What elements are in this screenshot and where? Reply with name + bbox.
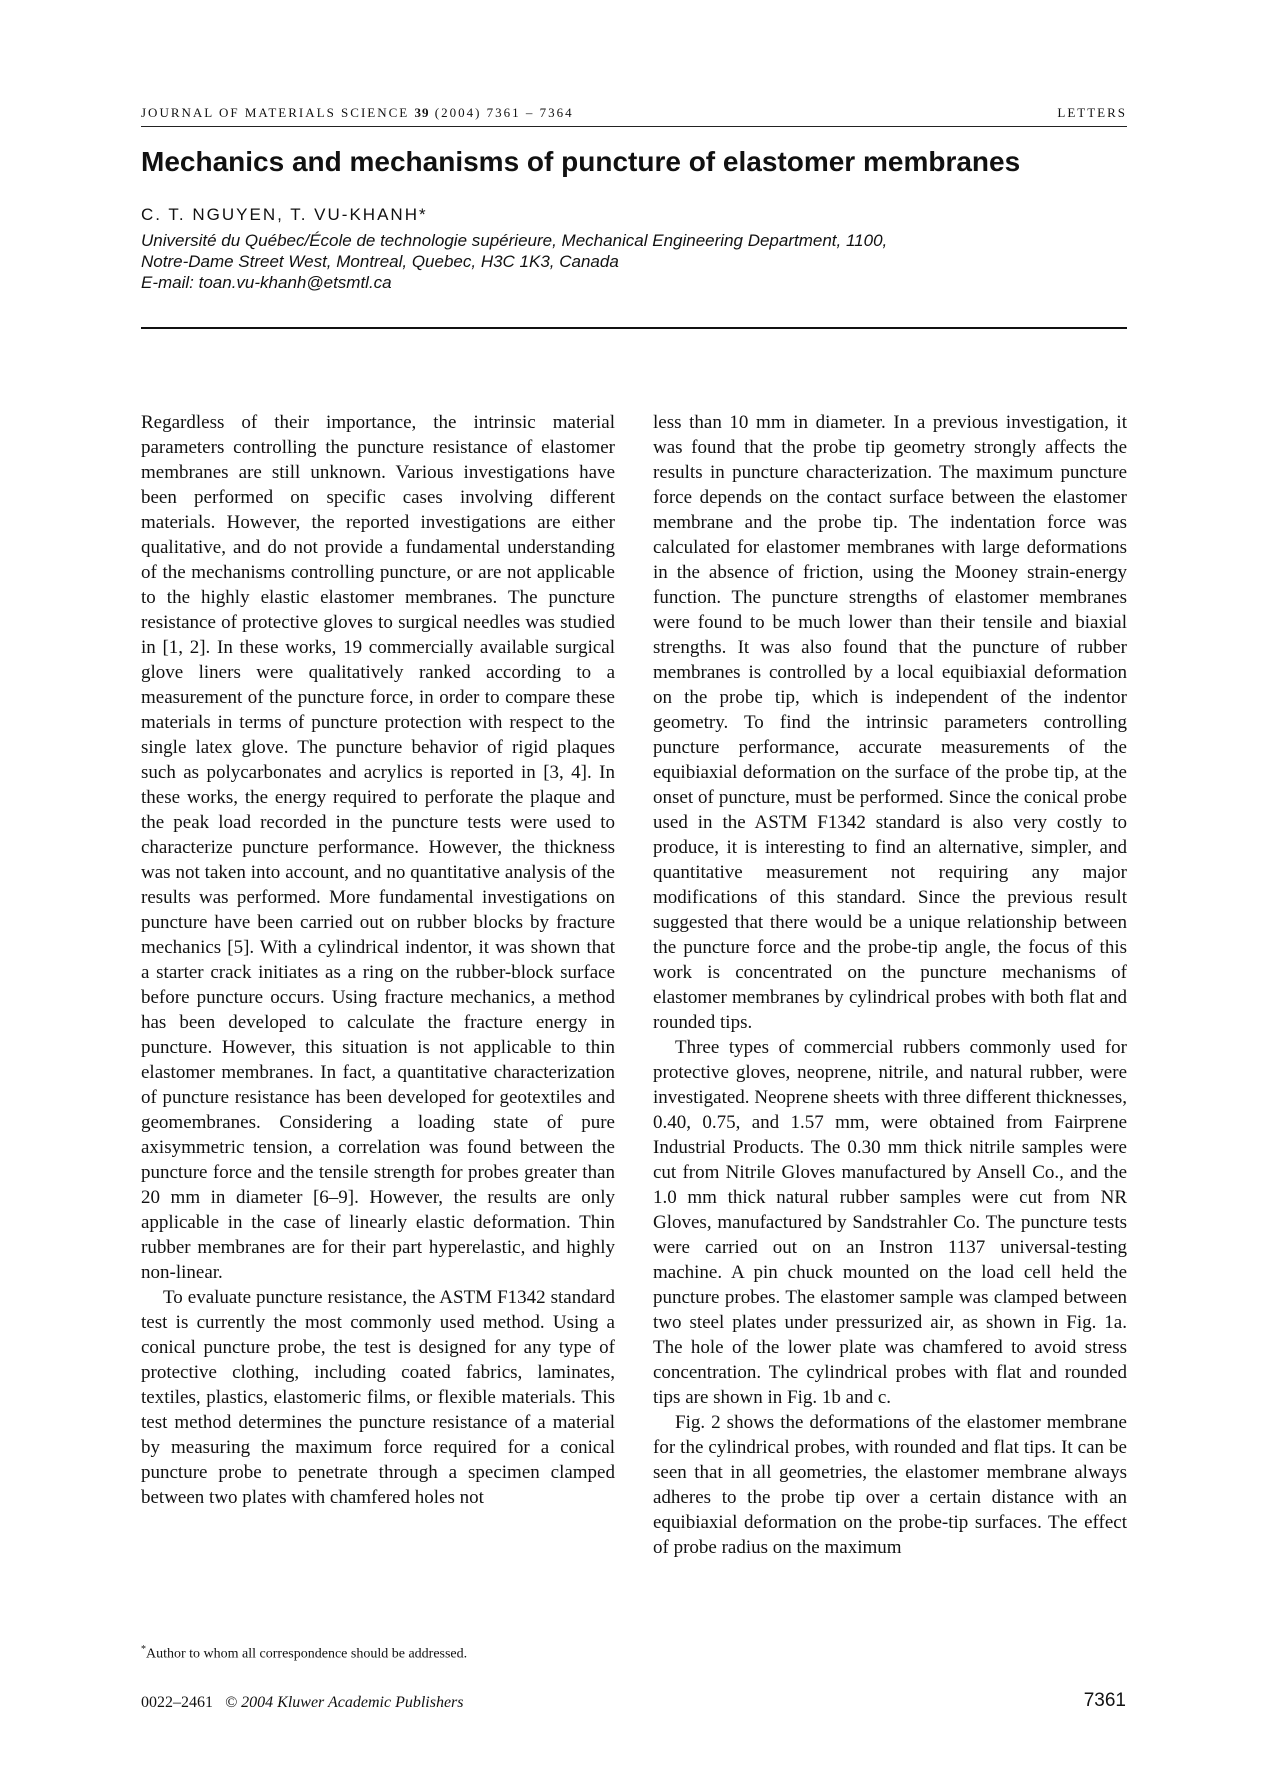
- footnote-text: Author to whom all correspondence should be addressed.: [146, 1646, 468, 1662]
- title-divider: [141, 327, 1127, 329]
- paragraph-intro: Regardless of their importance, the intrinsic material parameters controlling the puncture resistance of elastomer membranes are still unknown. Various investigations have been performed on specific cases involving different materials. However, the reported investigations are either qualitative, and do not provide a fundamental understanding of the mechanisms controlling puncture, or are not applicable to the highly elastic elastomer membranes. The puncture resistance of protective gloves to surgical needles was studied in [1, 2]. In these works, 19 commercially available surgical glove liners were qualitatively ranked according to a measurement of the puncture force, in order to compare these materials in terms of puncture protection with respect to the single latex glove. The puncture behavior of rigid plaques such as polycarbonates and acrylics is reported in [3, 4]. In these works, the energy required to perforate the plaque and the peak load recorded in the puncture tests were used to characterize puncture performance. However, the thickness was not taken into account, and no quantitative analysis of the results was performed. More fundamental investigations on puncture have been carried out on rubber blocks by fracture mechanics [5]. With a cylindrical indentor, it was shown that a starter crack initiates as a ring on the rubber-block surface before puncture occurs. Using fracture mechanics, a method has been developed to calculate the fracture energy in puncture. However, this situation is not applicable to thin elastomer membranes. In fact, a quantitative characterization of puncture resistance has been developed for geotextiles and geomembranes. Considering a loading state of pure axisymmetric tension, a correlation was found between the puncture force and the tensile strength for probes greater than 20 mm in diameter [6–9]. However, the results are only applicable in the case of linearly elastic deformation. Thin rubber membranes are for their part hyperelastic, and highly non-linear.: [141, 412, 615, 1283]
- section-label: LETTERS: [1057, 105, 1127, 120]
- body-column-left: [141, 410, 615, 1510]
- page-number: 7361: [1083, 1690, 1126, 1711]
- author-list: C. T. NGUYEN, T. VU-KHANH*: [141, 205, 428, 224]
- issn: 0022–2461: [141, 1694, 213, 1711]
- running-head: [141, 102, 1127, 127]
- paragraph-astm: To evaluate puncture resistance, the ASTM F1342 standard test is currently the most commonly used method. Using a conical puncture probe, the test is designed for any type of protective clothing, including coated fabrics, laminates, textiles, plastics, elastomeric films, or flexible materials. This test method determines the puncture resistance of a material by measuring the maximum force required for a conical puncture probe to penetrate through a specimen clamped between two plates with chamfered holes not: [141, 1287, 615, 1508]
- affiliation: [141, 230, 1141, 293]
- copyright: © 2004 Kluwer Academic Publishers: [225, 1694, 464, 1711]
- journal-name: JOURNAL OF MATERIALS SCIENCE: [141, 105, 410, 120]
- journal-volume: 39: [414, 105, 430, 120]
- paragraph-continuation: less than 10 mm in diameter. In a previous investigation, it was found that the probe tip geometry strongly affects the results in puncture characterization. The maximum puncture force depends on the contact surface between the elastomer membrane and the probe tip. The indentation force was calculated for elastomer membranes with large deformations in the absence of friction, using the Mooney strain-energy function. The puncture strengths of elastomer membranes were found to be much lower than their tensile and biaxial strengths. It was also found that the puncture of rubber membranes is controlled by a local equibiaxial deformation on the probe tip, which is independent of the indentor geometry. To find the intrinsic parameters controlling puncture performance, accurate measurements of the equibiaxial deformation on the surface of the probe tip, at the onset of puncture, must be performed. Since the conical probe used in the ASTM F1342 standard is also very costly to produce, it is interesting to find an alternative, simpler, and quantitative measurement not requiring any major modifications of this standard. Since the previous result suggested that there would be a unique relationship between the puncture force and the probe-tip angle, the focus of this work is concentrated on the puncture mechanisms of elastomer membranes by cylindrical probes with both flat and rounded tips.: [653, 412, 1127, 1033]
- paragraph-materials: Three types of commercial rubbers commonly used for protective gloves, neoprene, nitrile, and natural rubber, were investigated. Neoprene sheets with three different thicknesses, 0.40, 0.75, and 1.57 mm, were obtained from Fairprene Industrial Products. The 0.30 mm thick nitrile samples were cut from Nitrile Gloves manufactured by Ansell Co., and the 1.0 mm thick natural rubber samples were cut from NR Gloves, manufactured by Sandstrahler Co. The puncture tests were carried out on an Instron 1137 universal-testing machine. A pin chuck mounted on the load cell held the puncture probes. The elastomer sample was clamped between two steel plates under pressurized air, as shown in Fig. 1a. The hole of the lower plate was chamfered to avoid stress concentration. The cylindrical probes with flat and rounded tips are shown in Fig. 1b and c.: [653, 1037, 1127, 1408]
- journal-year-pages: (2004) 7361 – 7364: [434, 105, 574, 120]
- publisher-line: [141, 1694, 464, 1712]
- journal-citation: [141, 105, 574, 121]
- affiliation-line-2: Notre-Dame Street West, Montreal, Quebec, H3C 1K3, Canada: [141, 252, 619, 271]
- email-line: E-mail: toan.vu-khanh@etsmtl.ca: [141, 273, 392, 292]
- body-column-right: [653, 410, 1127, 1560]
- paper-title: Mechanics and mechanisms of puncture of elastomer membranes: [141, 146, 1021, 177]
- footnote-mark: *: [141, 1644, 146, 1655]
- footnote: [141, 1644, 467, 1663]
- affiliation-line-1: Université du Québec/École de technologie supérieure, Mechanical Engineering Department, 1100,: [141, 231, 888, 250]
- paragraph-fig2: Fig. 2 shows the deformations of the elastomer membrane for the cylindrical probes, with rounded and flat tips. It can be seen that in all geometries, the elastomer membrane always adheres to the probe tip over a certain distance with an equibiaxial deformation on the probe-tip surfaces. The effect of probe radius on the maximum: [653, 1412, 1127, 1558]
